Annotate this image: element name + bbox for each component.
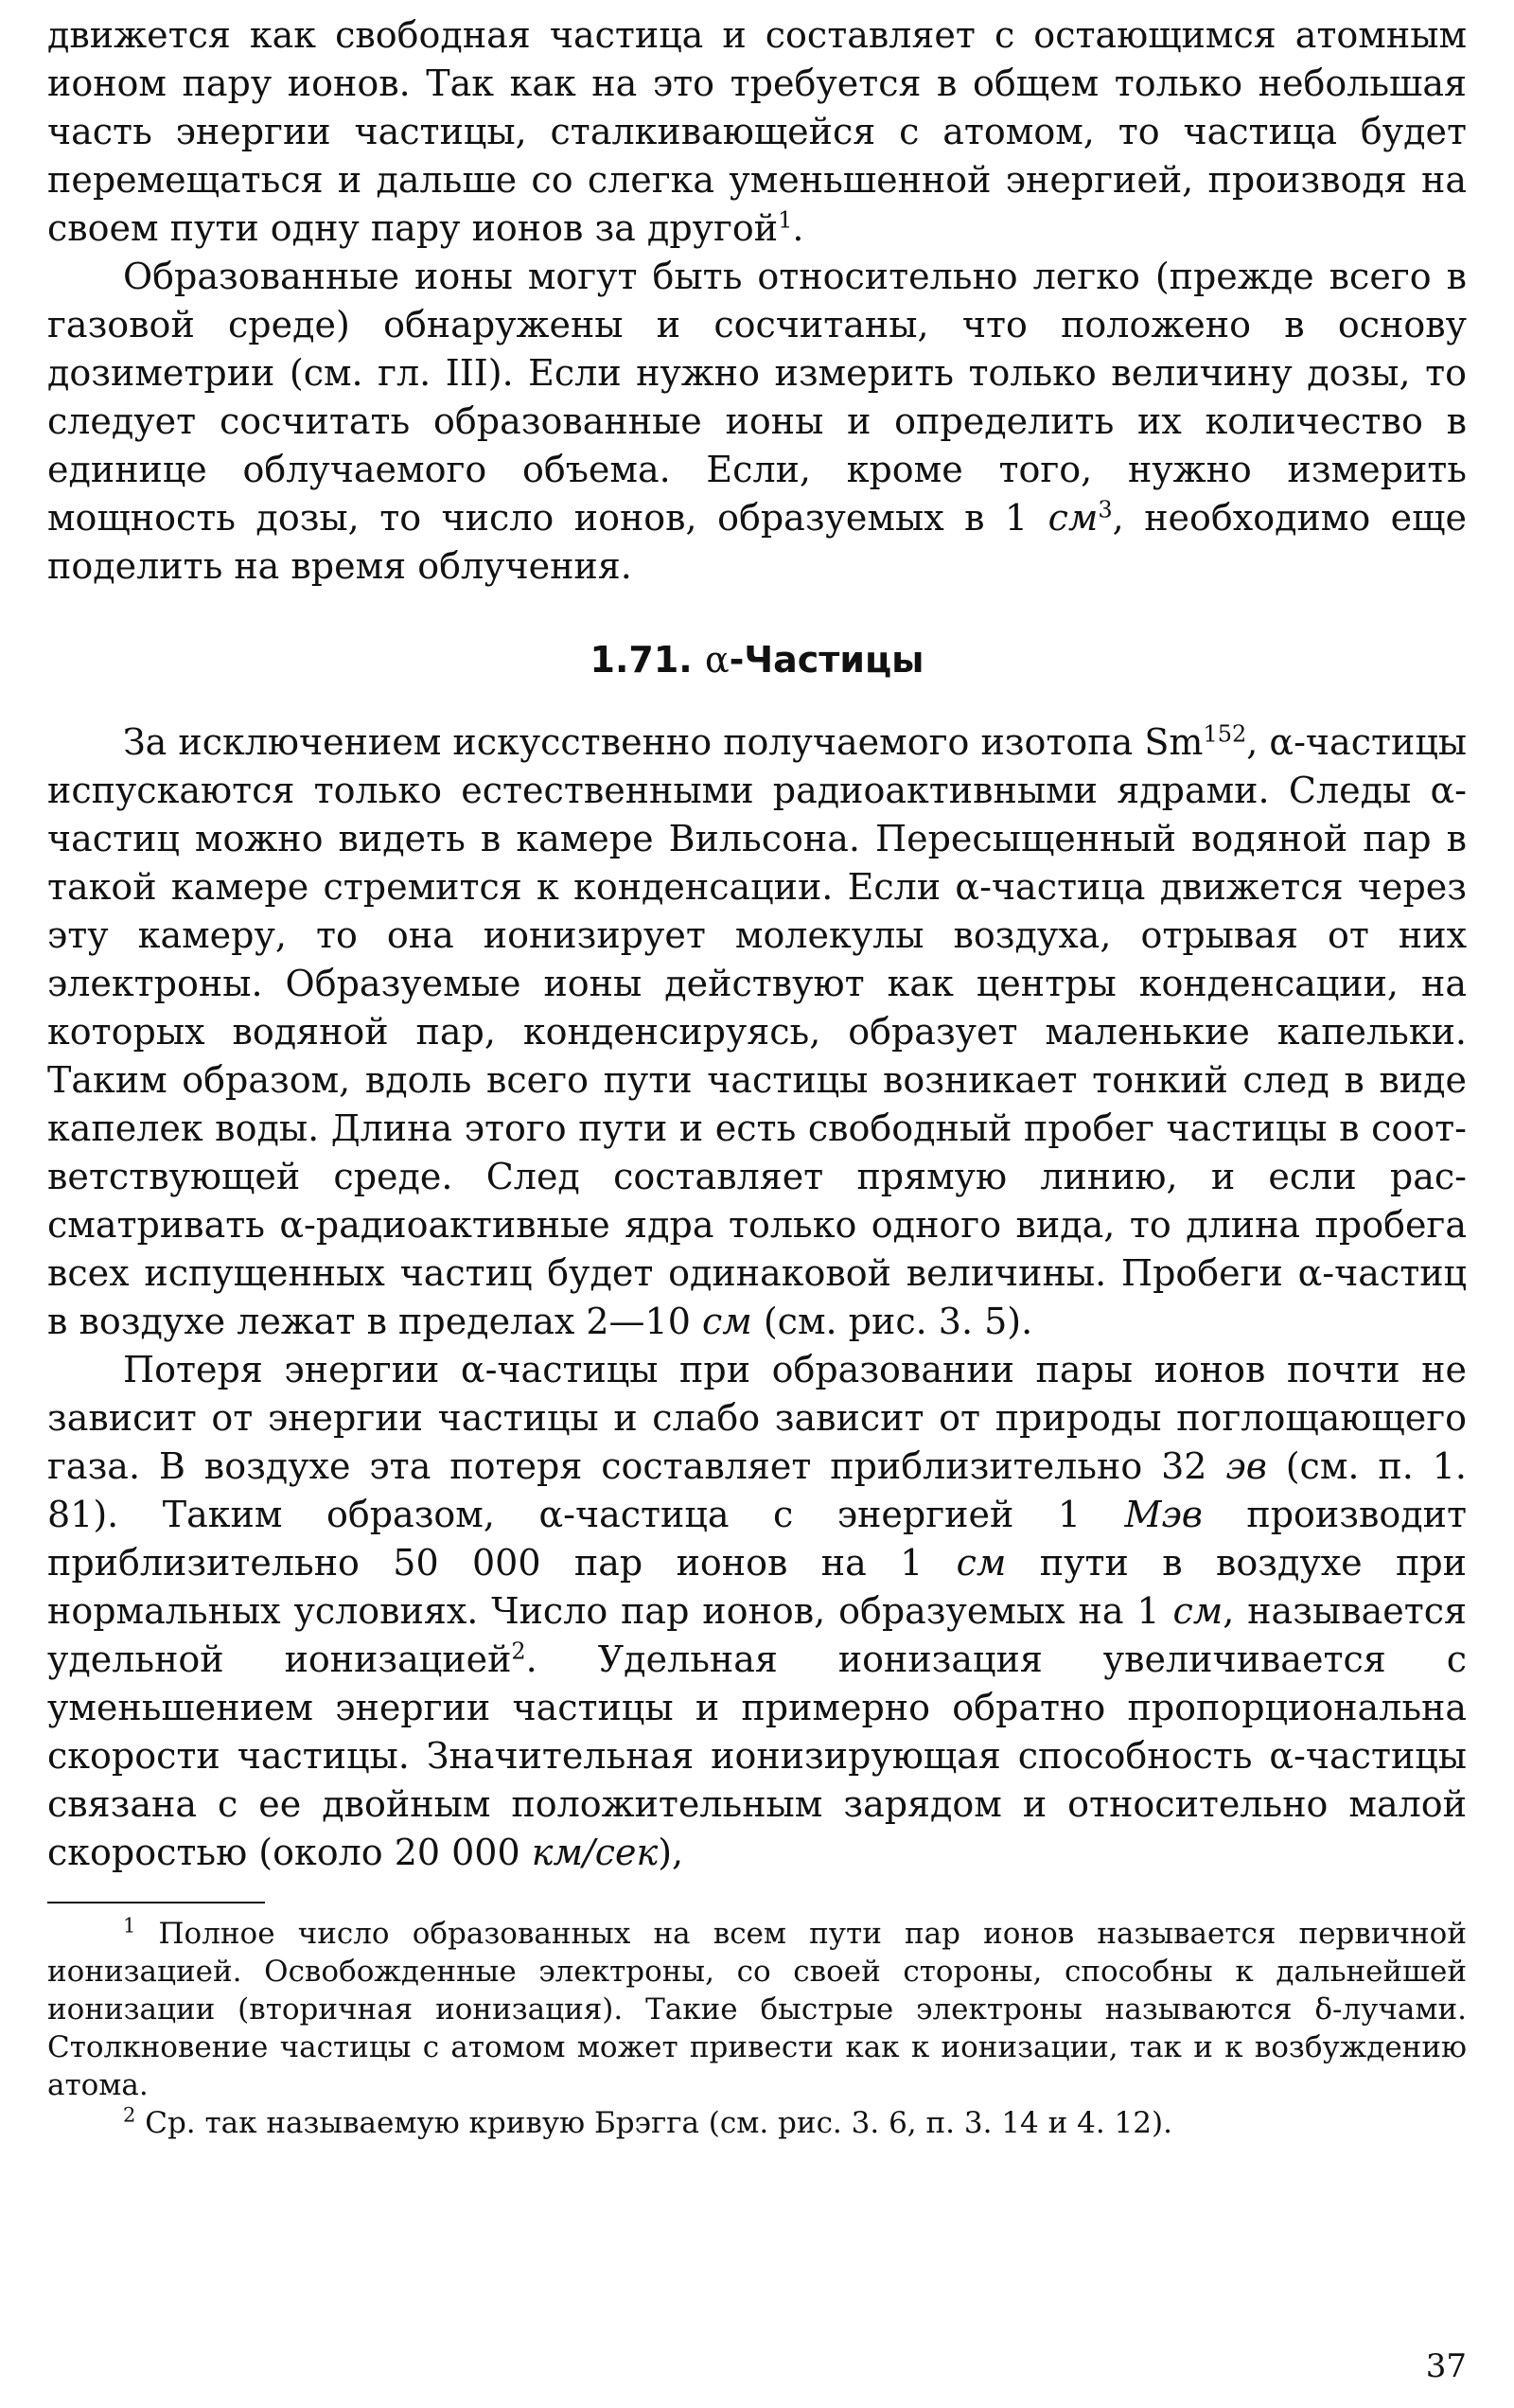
- footnote: [47, 2104, 1467, 2142]
- footnote: [47, 1915, 1467, 2104]
- unit-text: км/сек: [531, 1832, 659, 1873]
- section-heading: [47, 636, 1467, 684]
- body-text-bottom: [47, 718, 1467, 1877]
- unit-text: см: [956, 1542, 1007, 1584]
- text-run: пути в воздухе при нормальных условиях. Число пар ионов, образуемых на 1: [47, 1542, 1467, 1632]
- page-number: 37: [1425, 2347, 1467, 2385]
- text-run: . Удельная ионизация увеличивается с уменьшением энергии частицы и примерно обратно пропорциональна скорости частицы. Значительная ионизирующая способность α-частицы связана с ее двойным положительным зарядом и относительно малой скоростью (около 20 000: [47, 1638, 1467, 1873]
- unit-text: см: [701, 1301, 752, 1342]
- unit-text: эв: [1225, 1445, 1267, 1487]
- footnote-ref: 152: [1203, 720, 1247, 748]
- text-run: (см. п. 1. 81). Таким образом, α-частица с энергией 1: [47, 1445, 1467, 1535]
- text-run: Образованные ионы могут быть относительно легко (прежде всего в газовой среде) обнаружены и сосчитаны, что положено в основу дозиметрии (см. гл. III). Если нужно измерить только величину дозы, то следует сосчитать образованные ионы и определить их количество в единице облучаемого объема. Если, кроме того, нужно измерить мощность дозы, то число ионов, образуемых в 1: [47, 256, 1467, 539]
- footnote-ref: 2: [511, 1638, 526, 1665]
- text-run: производит приблизительно 50 000 пар ионов на 1: [47, 1494, 1467, 1584]
- section-title: -Частицы: [729, 639, 924, 681]
- paragraph: [47, 11, 1467, 253]
- text-run: .: [792, 207, 804, 249]
- book-page: [47, 11, 1467, 2397]
- footnote-ref: 1: [123, 1914, 136, 1938]
- footnote-ref: 2: [123, 2103, 136, 2127]
- text-run: Полное число образованных на всем пути пар ионов называется первичной ионизацией. Освобожденные электроны, со своей стороны, способны к дальнейшей ионизации (вторичная ионизация). Такие быстрые электроны называются δ-лучами. Столкновение частицы с атомом может привести как к ионизации, так и к возбуждению атома.: [47, 1917, 1467, 2102]
- unit-text: см: [1172, 1590, 1224, 1632]
- paragraph: [47, 718, 1467, 1346]
- section-alpha-symbol: α: [704, 639, 730, 681]
- unit-text: Мэв: [1124, 1494, 1203, 1535]
- text-run: движется как свободная частица и составляет с остающимся атомным ионом пару ионов. Так как на это требуется в общем только небольшая часть энергии частицы, сталкивающейся с атомом, то частица будет перемещаться и дальше со слегка уменьшенной энергией, производя на своем пути одну пару ионов за другой: [47, 14, 1467, 249]
- paragraph: [47, 1346, 1467, 1877]
- text-run: , называется удельной ионизацией: [47, 1590, 1467, 1680]
- text-run: , необходимо еще поделить на время облучения.: [47, 497, 1467, 587]
- footnote-ref: 3: [1098, 496, 1113, 523]
- paragraph: [47, 253, 1467, 591]
- section-number: 1.71.: [590, 639, 693, 681]
- text-run: За исключением искусственно получаемого изотопа Sm: [123, 721, 1204, 763]
- text-run: , α-частицы испускаются только естественными радиоактивными ядрами. Следы α-частиц можно видеть в камере Вильсона. Пересыщенный водяной пар в такой камере стремится к конденсации. Если α-частица движется через эту камеру, то она ионизирует молекулы воздуха, отрывая от них электроны. Образуемые ионы действуют как центры конденсации, на которых водяной пар, конденсируясь, образует маленькие капельки. Таким образом, вдоль всего пути частицы возникает тонкий след в виде капелек воды. Длина этого пути и есть свободный пробег частицы в соответствующей среде. След составляет прямую линию, и если рассматривать α-радиоактивные ядра только одного вида, то длина пробега всех испущенных частиц будет одинаковой величины. Пробеги α-частиц в воздухе лежат в пределах 2—10: [47, 721, 1468, 1342]
- footnote-divider: [47, 1902, 265, 1903]
- text-run: Ср. так называемую кривую Брэгга (см. рис. 3. 6, п. 3. 14 и 4. 12).: [135, 2106, 1172, 2140]
- text-run: Потеря энергии α-частицы при образовании пары ионов почти не зависит от энергии частицы и слабо зависит от природы поглощающего газа. В воздухе эта потеря составляет приблизительно 32: [47, 1349, 1467, 1487]
- text-run: (см. рис. 3. 5).: [751, 1301, 1033, 1342]
- unit-text: см: [1047, 497, 1099, 539]
- body-text-top: [47, 11, 1467, 591]
- footnotes: [47, 1915, 1467, 2142]
- footnote-ref: 1: [778, 206, 793, 234]
- text-run: ),: [658, 1832, 684, 1873]
